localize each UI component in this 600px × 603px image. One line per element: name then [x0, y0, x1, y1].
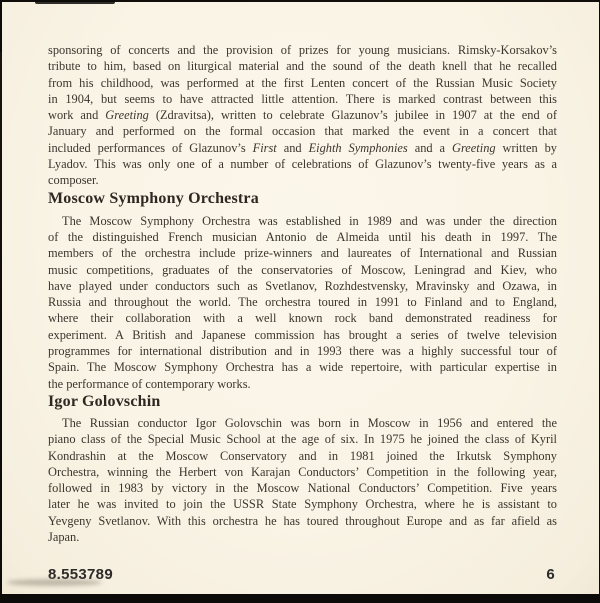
text-line: Lyadov. This was only one of a number of celebrations of Glazunov’s twenty-five years as a — [48, 157, 557, 172]
paragraph-moscow-symphony-orchestra — [48, 213, 557, 392]
text-line: from his childhood, was performed at the first Lenten concert of the Russian Music Society — [48, 75, 557, 90]
scan-edge-left — [0, 52, 2, 347]
body-text — [2, 2, 599, 594]
text-line: January and performed on the formal occasion that marked the event in a concert that — [48, 124, 557, 139]
text-line: included performances of Glazunov’s First and Eighth Symphonies and a Greeting written by — [48, 140, 557, 155]
text-line: Japan. — [48, 530, 80, 545]
text-line: tribute to him, based on liturgical material and the sound of the death knell that he recalled — [48, 59, 557, 74]
text-line: sponsoring of concerts and the provision of prizes for young musicians. Rimsky-Korsakov’s — [48, 43, 557, 57]
text-line: in 1904, but seems to have attracted little attention. There is marked contrast between this — [48, 91, 557, 106]
paragraph-continuation — [48, 42, 557, 189]
paragraph-igor-golovschin — [48, 415, 557, 545]
text-line: followed in 1983 by victory in the Moscow National Conductors’ Competition. Five years — [48, 481, 557, 496]
text-line: later he was invited to join the USSR State Symphony Orchestra, where he is assistant to — [48, 497, 557, 512]
scan-shadow-artifact — [7, 579, 102, 586]
text-line: of the distinguished French musician Antonio de Almeida until his death in 1997. The — [48, 229, 557, 244]
text-line: the performance of contemporary works. — [48, 376, 251, 391]
text-line: The Russian conductor Igor Golovschin was born in Moscow in 1956 and entered the — [62, 415, 557, 430]
section-heading-moscow-symphony-orchestra: Moscow Symphony Orchestra — [48, 189, 259, 207]
text-line: work and Greeting (Zdravitsa), written to celebrate Glazunov’s jubilee in 1907 at the end of — [48, 108, 557, 123]
text-line: have played under conductors such as Svetlanov, Rozhdestvensky, Mravinsky and Ozawa, in — [48, 278, 557, 293]
text-line: where their collaboration with a well known rock band demonstrated readiness for — [48, 311, 557, 326]
scan-edge-top-blob — [35, 0, 115, 4]
text-line: Spain. The Moscow Symphony Orchestra has a wide repertoire, with particular expertise in — [48, 360, 557, 375]
paper — [2, 2, 599, 594]
text-line: composer. — [48, 173, 99, 188]
text-line: Yevgeny Svetlanov. With this orchestra he has toured throughout Europe and as far afield as — [48, 513, 557, 528]
text-line: Russia and throughout the world. The orchestra toured in 1991 to Finland and to England, — [48, 295, 557, 310]
page-footer — [48, 566, 555, 583]
text-line: Orchestra, winning the Herbert von Karajan Conductors’ Competition in the following year, — [48, 464, 557, 479]
text-line: The Moscow Symphony Orchestra was established in 1989 and was under the direction — [62, 213, 557, 228]
text-line: Kondrashin at the Moscow Conservatory and in 1981 joined the Irkutsk Symphony — [48, 448, 557, 463]
catalog-number: 8.553789 — [48, 566, 113, 583]
section-heading-igor-golovschin: Igor Golovschin — [48, 392, 161, 410]
text-line: programmes for international distribution and in 1993 there was a highly successful tour of — [48, 344, 557, 359]
page-number: 6 — [546, 566, 555, 583]
text-line: piano class of the Special Music School at the age of six. In 1975 he joined the class of Kyril — [48, 432, 557, 447]
text-line: experiment. A British and Japanese commission has brought a series of twelve television — [48, 327, 557, 342]
text-line: members of the orchestra include prize-winners and laureates of International and Russian — [48, 246, 557, 261]
text-line: music competitions, graduates of the conservatories of Moscow, Leningrad and Kiev, who — [48, 262, 557, 277]
